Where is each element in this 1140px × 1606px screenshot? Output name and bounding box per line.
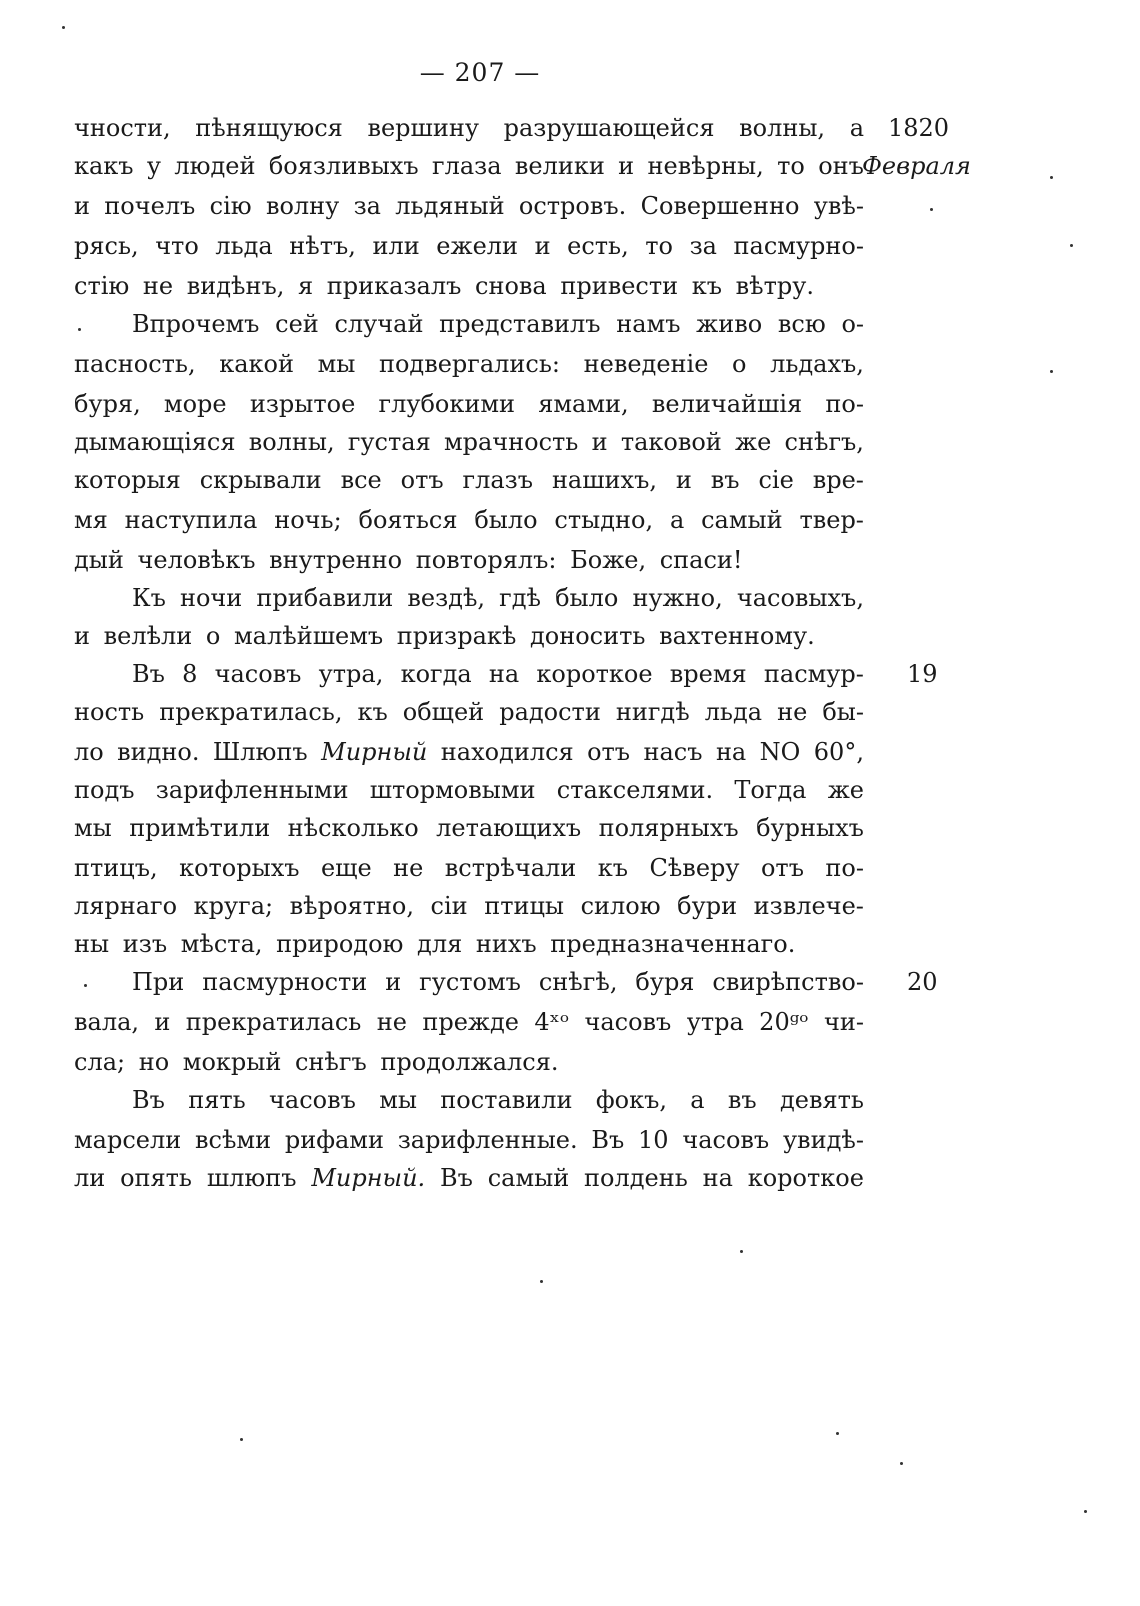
text-line: сла; но мокрый снѣгъ продолжался. [74, 1048, 559, 1076]
text-line: марсели всѣми рифами зарифленные. Въ 10 часовъ увидѣ- [74, 1126, 864, 1154]
text-line: Въ 8 часовъ утра, когда на короткое время пасмур- [132, 660, 864, 688]
text-line: дый человѣкъ внутренно повторялъ: Боже, спаси! [74, 546, 743, 574]
scan-speck [836, 1432, 839, 1435]
scan-speck [240, 1438, 243, 1441]
text-line: и велѣли о малѣйшемъ призракѣ доносить вахтенному. [74, 622, 815, 650]
text-line: ность прекратилась, къ общей радости нигдѣ льда не бы- [74, 698, 864, 726]
text-line: вала, и прекратилась не прежде 4ˣᵒ часовъ утра 20ᵍᵒ чи- [74, 1008, 864, 1036]
scan-speck [1070, 244, 1073, 247]
text-line: стію не видѣнъ, я приказалъ снова привести къ вѣтру. [74, 272, 815, 300]
scan-speck [1084, 1510, 1087, 1513]
text-line: какъ у людей боязливыхъ глаза велики и невѣрны, то онъ [74, 152, 864, 180]
text-line: мя наступила ночь; бояться было стыдно, а самый твер- [74, 506, 864, 534]
text-line: лярнаго круга; вѣроятно, сіи птицы силою бури извлече- [74, 892, 864, 920]
text-line: мы примѣтили нѣсколько летающихъ полярныхъ бурныхъ [74, 814, 864, 842]
text-line: буря, море изрытое глубокими ямами, величайшія по- [74, 390, 864, 418]
text-line: птицъ, которыхъ еще не встрѣчали къ Сѣверу отъ по- [74, 854, 864, 882]
text-line: При пасмурности и густомъ снѣгѣ, буря свирѣпство- [132, 968, 864, 996]
scan-speck [1050, 176, 1053, 179]
text-line: чности, пѣнящуюся вершину разрушающейся волны, а [74, 114, 864, 142]
margin-note-month: Февраля [862, 152, 971, 180]
text-line: пасность, какой мы подвергались: неведеніе о льдахъ, [74, 350, 864, 378]
text-line: и почелъ сію волну за льдяный островъ. Совершенно увѣ- [74, 192, 864, 220]
text-line: Въ пять часовъ мы поставили фокъ, а въ девять [132, 1086, 864, 1114]
scan-speck [900, 1462, 903, 1465]
text-line: ло видно. Шлюпъ Мирный находился отъ насъ на NO 60°, [74, 738, 864, 766]
text-line: ны изъ мѣста, природою для нихъ предназначеннаго. [74, 930, 796, 958]
text-line: Къ ночи прибавили вездѣ, гдѣ было нужно, часовыхъ, [132, 584, 864, 612]
scan-speck [1050, 370, 1053, 373]
scan-speck [930, 208, 933, 211]
scan-speck [84, 984, 87, 987]
scan-speck [540, 1280, 543, 1283]
scan-speck [740, 1250, 743, 1253]
text-line: Впрочемъ сей случай представилъ намъ живо всю о- [132, 310, 864, 338]
text-line: которыя скрывали все отъ глазъ нашихъ, и въ сіе вре- [74, 466, 864, 494]
scan-speck [78, 328, 81, 331]
margin-note-day-20: 20 [907, 968, 938, 996]
text-line: ли опять шлюпъ Мирный. Въ самый полдень на короткое [74, 1164, 864, 1192]
scan-speck [62, 26, 65, 29]
margin-note-year: 1820 [888, 114, 950, 142]
text-line: рясь, что льда нѣтъ, или ежели и есть, то за пасмурно- [74, 232, 864, 260]
margin-note-day-19: 19 [907, 660, 938, 688]
page-number: — 207 — [419, 58, 541, 87]
text-line: дымающіяся волны, густая мрачность и таковой же снѣгъ, [74, 428, 864, 456]
text-line: подъ зарифленными штормовыми стакселями. Тогда же [74, 776, 864, 804]
